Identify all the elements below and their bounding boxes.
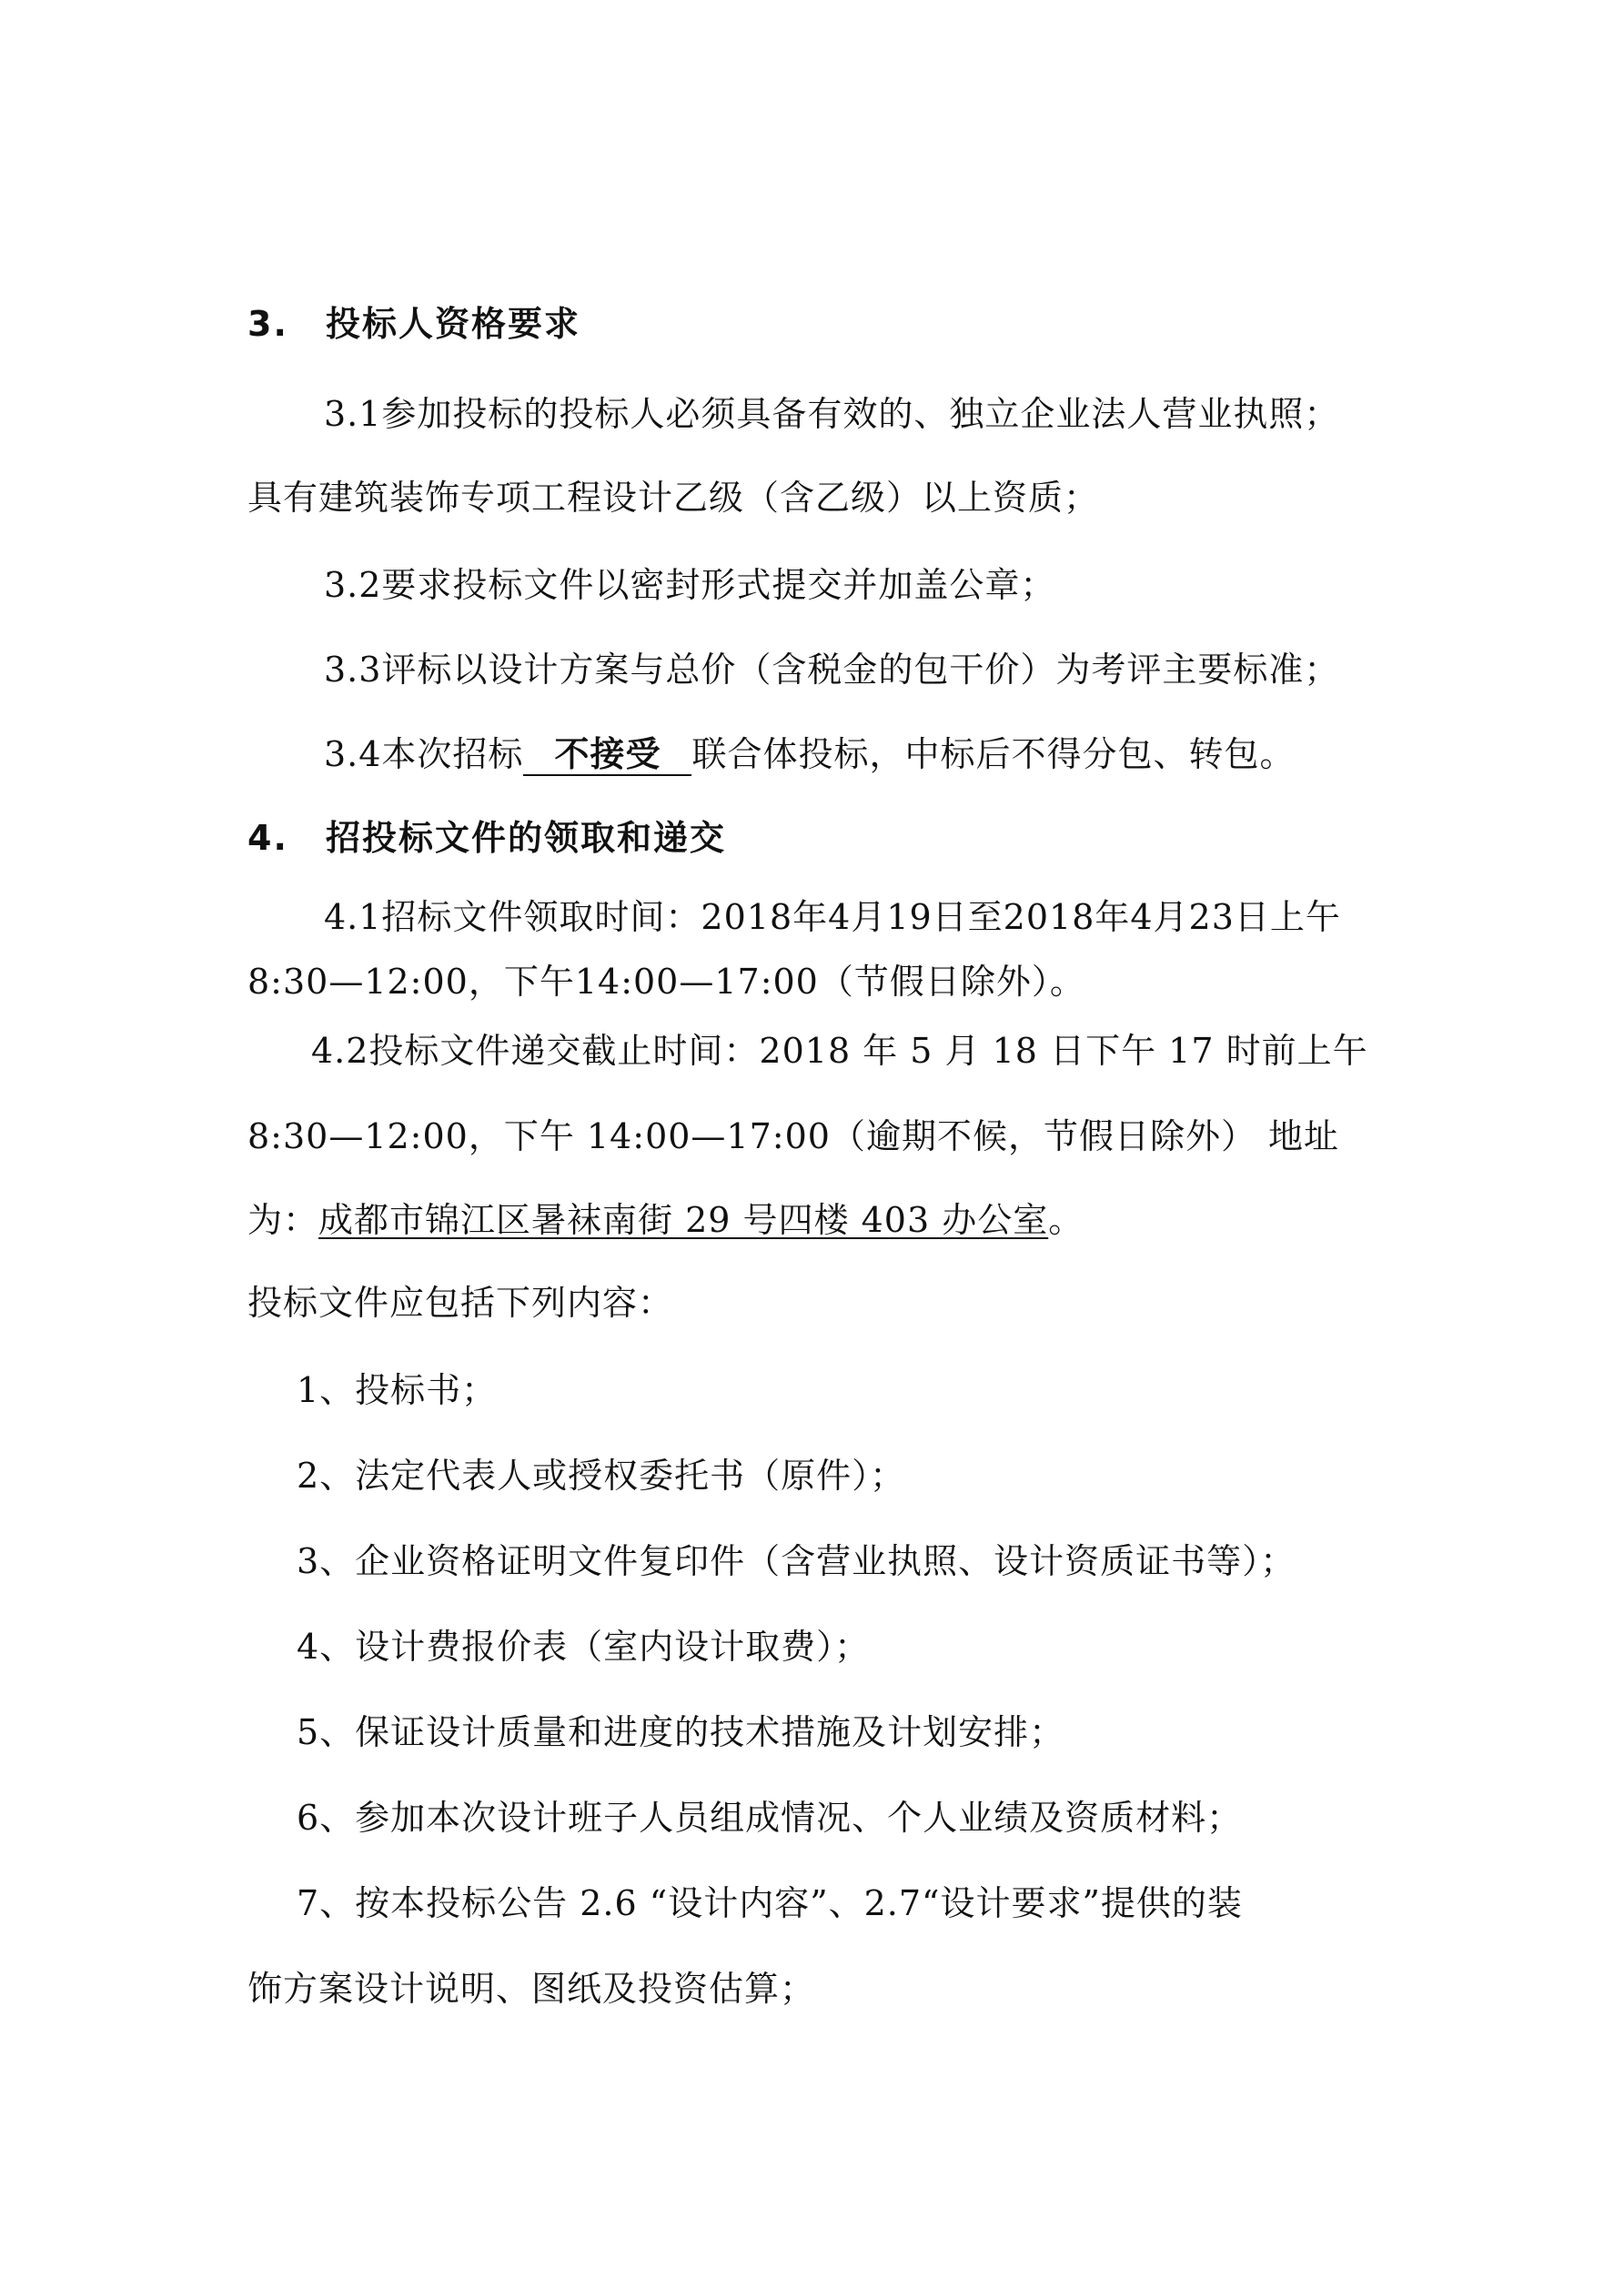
list-item: 6、参加本次设计班子人员组成情况、个人业绩及资质材料； [297,1798,1243,1838]
list-item-continuation: 饰方案设计说明、图纸及投资估算； [247,1969,816,2009]
list-item: 3、企业资格证明文件复印件（含营业执照、设计资质证书等）； [297,1541,1296,1581]
section-3-title: 投标人资格要求 [326,304,581,344]
paragraph-4-2-line-1: 4.2投标文件递交截止时间：2018 年 5 月 18 日下午 17 时前上午 [311,1031,1368,1071]
paragraph-3-1-line-1: 3.1参加投标的投标人必须具备有效的、独立企业法人营业执照； [324,394,1340,434]
address-text: 成都市锦江区暑袜南街 29 号四楼 403 办公室 [318,1200,1049,1240]
paragraph-4-2-line-2: 8:30—12:00，下午 14:00—17:00（逾期不候，节假日除外） 地址 [247,1116,1340,1156]
paragraph-3-2: 3.2要求投标文件以密封形式提交并加盖公章； [324,565,1056,605]
address-prefix: 为： [247,1200,319,1240]
section-3-number: 3. [247,304,288,344]
list-item: 4、设计费报价表（室内设计取费）； [297,1627,871,1667]
fill-in-blank: 不接受 [523,734,691,776]
address-suffix: 。 [1048,1200,1084,1240]
list-item: 1、投标书； [297,1370,498,1410]
section-3-heading [247,303,580,345]
paragraph-3-3: 3.3评标以设计方案与总价（含税金的包干价）为考评主要标准； [324,650,1340,690]
list-item: 5、保证设计质量和进度的技术措施及计划安排； [297,1712,1065,1752]
paragraph-3-4 [324,733,1295,776]
section-4-title: 招投标文件的领取和递交 [326,818,727,858]
contents-intro: 投标文件应包括下列内容： [247,1283,674,1323]
list-item: 7、按本投标公告 2.6 “设计内容”、2.7“设计要求”提供的装 [297,1883,1243,1923]
list-item: 2、法定代表人或授权委托书（原件）； [297,1456,906,1496]
paragraph-4-1-line-1: 4.1招标文件领取时间：2018年4月19日至2018年4月23日上午 [324,897,1341,937]
paragraph-4-2-line-3 [247,1199,1084,1241]
paragraph-3-4-prefix: 3.4本次招标 [324,734,524,774]
paragraph-3-1-line-2: 具有建筑装饰专项工程设计乙级（含乙级）以上资质； [247,478,1100,518]
section-4-heading [247,817,726,859]
paragraph-3-4-suffix: 联合体投标，中标后不得分包、转包。 [691,734,1296,774]
paragraph-4-1-line-2: 8:30—12:00，下午14:00—17:00（节假日除外）。 [247,962,1085,1002]
section-4-number: 4. [247,818,288,858]
